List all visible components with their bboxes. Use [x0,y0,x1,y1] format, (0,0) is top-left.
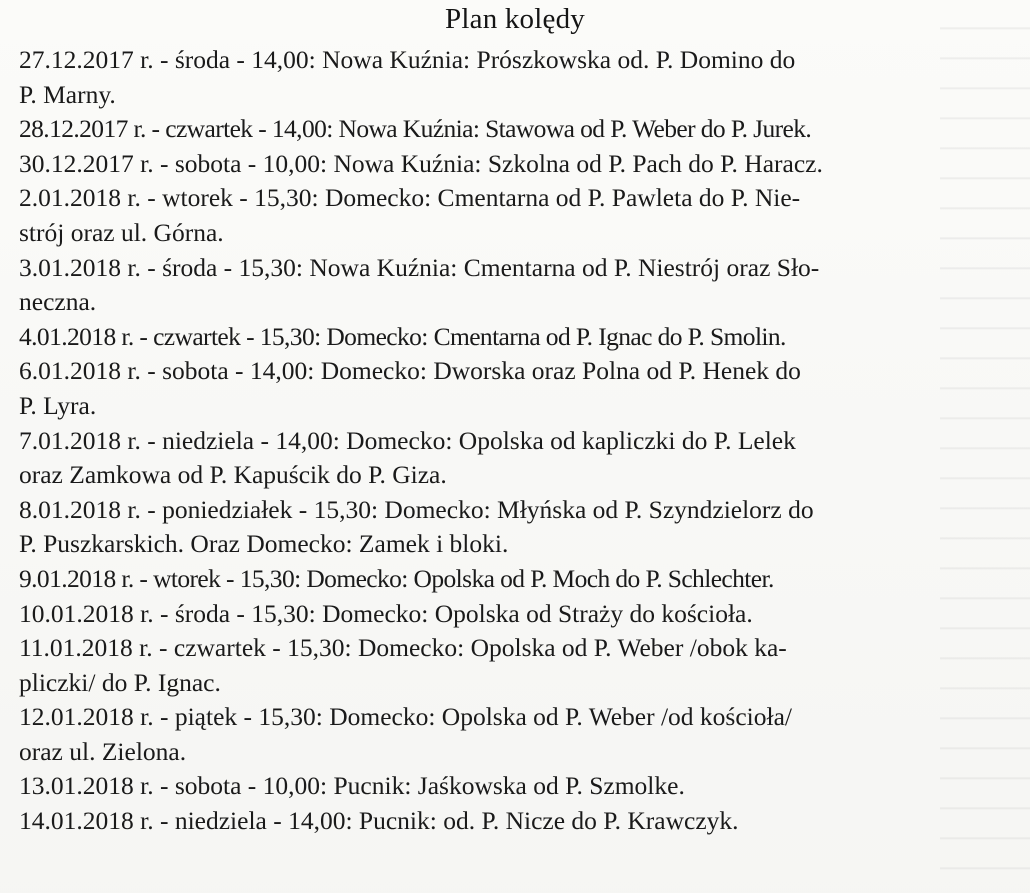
document-title: Plan kolędy [445,3,585,35]
schedule-line: 11.01.2018 r. - czwartek - 15,30: Domecko: Opolska od P. Weber /obok ka- [19,633,787,663]
schedule-line: 3.01.2018 r. - środa - 15,30: Nowa Kuźnia: Cmentarna od P. Niestrój oraz Sło- [19,252,820,282]
schedule-line: 27.12.2017 r. - środa - 14,00: Nowa Kuźnia: Prószkowska od. P. Domino do [19,45,796,74]
schedule-line: neczna. [19,287,97,317]
schedule-line: P. Marny. [19,79,116,109]
schedule-line: 13.01.2018 r. - sobota - 10,00: Pucnik: Jaśkowska od P. Szmolke. [19,771,685,801]
schedule-line: 14.01.2018 r. - niedziela - 14,00: Pucnik: od. P. Nicze do P. Krawczyk. [19,806,739,836]
schedule-line: 4.01.2018 r. - czwartek - 15,30: Domecko: Cmentarna od P. Ignac do P. Smolin. [19,321,786,351]
schedule-line: oraz Zamkowa od P. Kapuścik do P. Giza. [19,460,447,490]
schedule-line: pliczki/ do P. Ignac. [19,667,221,697]
schedule-line: 9.01.2018 r. - wtorek - 15,30: Domecko: Opolska od P. Moch do P. Schlechter. [19,563,774,593]
schedule-line: 28.12.2017 r. - czwartek - 14,00: Nowa Kuźnia: Stawowa od P. Weber do P. Jurek. [19,114,812,144]
schedule-line: strój oraz ul. Górna. [19,217,224,247]
schedule-line: 30.12.2017 r. - sobota - 10,00: Nowa Kuźnia: Szkolna od P. Pach do P. Haracz. [19,148,823,178]
schedule-line: P. Puszkarskich. Oraz Domecko: Zamek i bloki. [19,529,509,559]
schedule-line: 7.01.2018 r. - niedziela - 14,00: Domecko: Opolska od kapliczki do P. Lelek [19,425,796,455]
schedule-line: 2.01.2018 r. - wtorek - 15,30: Domecko: Cmentarna od P. Pawleta do P. Nie- [19,183,801,213]
schedule-line: 12.01.2018 r. - piątek - 15,30: Domecko: Opolska od P. Weber /od kościoła/ [19,702,792,732]
schedule-line: 6.01.2018 r. - sobota - 14,00: Domecko: Dworska oraz Polna od P. Henek do [19,356,801,386]
schedule-line: 8.01.2018 r. - poniedziałek - 15,30: Domecko: Młyńska od P. Szyndzielorz do [19,494,814,524]
schedule-line: oraz ul. Zielona. [19,736,187,766]
schedule-list [19,43,1014,839]
schedule-line: P. Lyra. [19,390,97,420]
schedule-line: 10.01.2018 r. - środa - 15,30: Domecko: Opolska od Straży do kościoła. [19,598,753,628]
